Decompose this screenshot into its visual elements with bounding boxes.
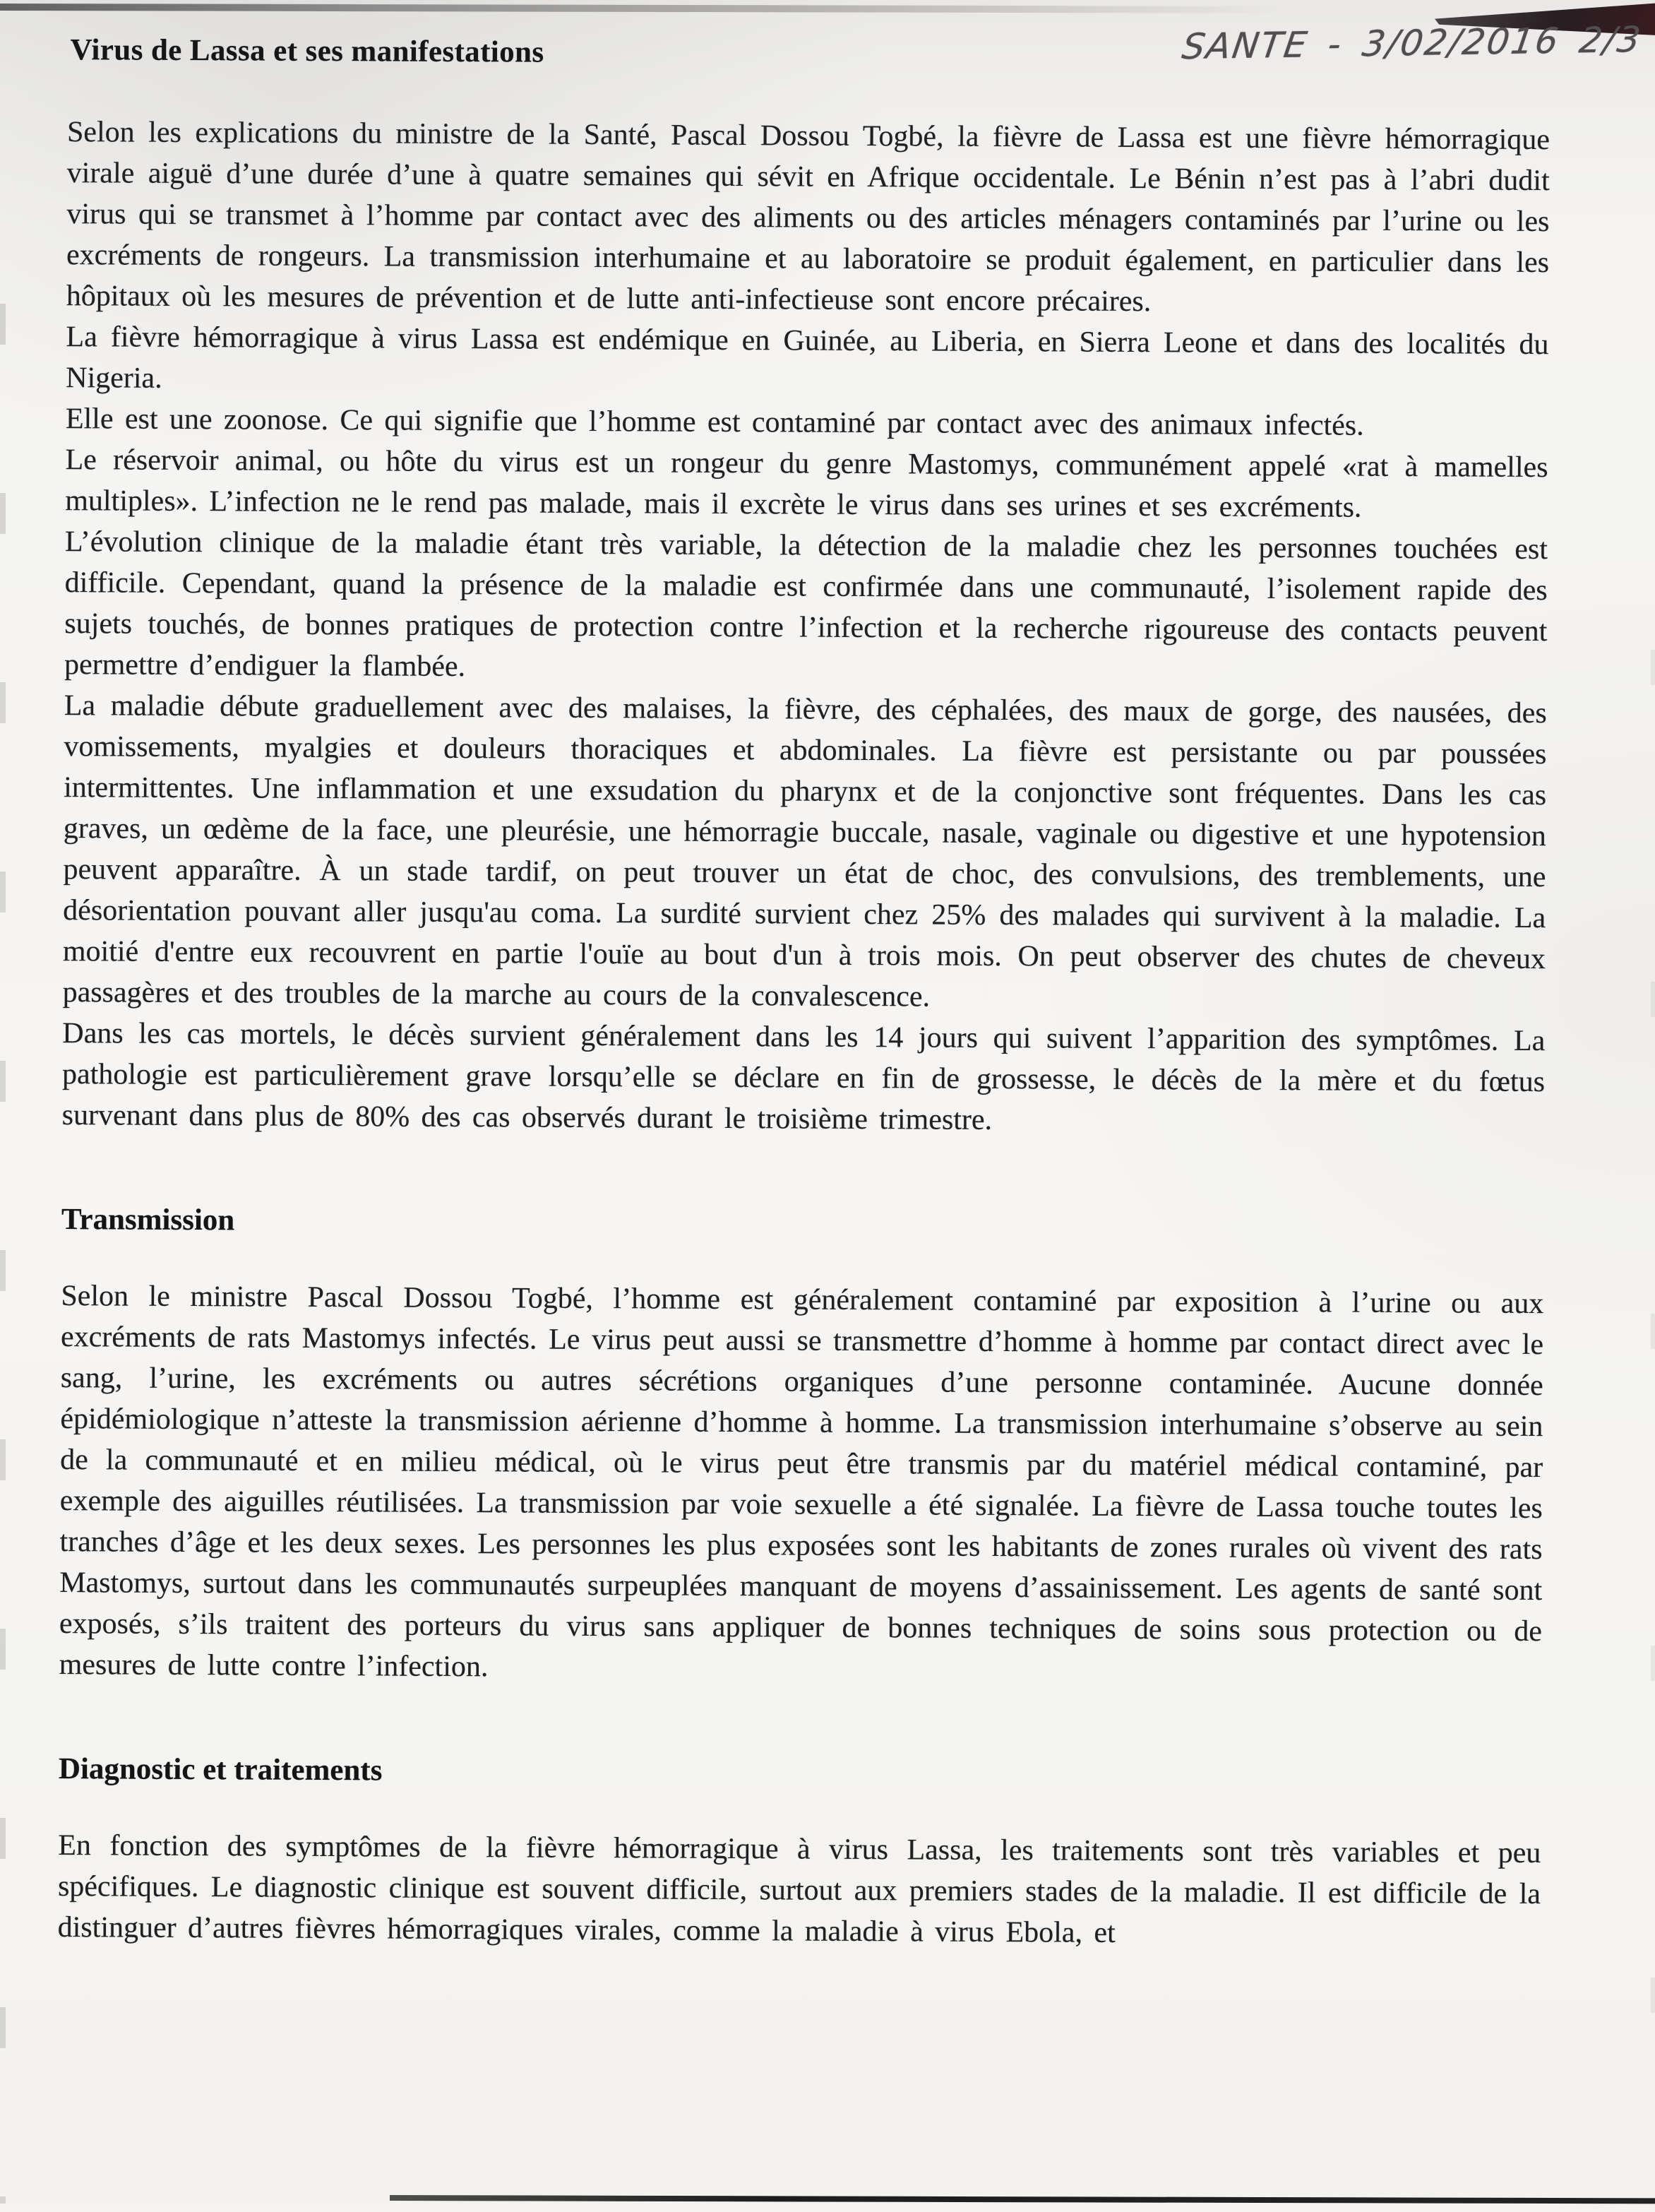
paragraph-intro-7: Dans les cas mortels, le décès survient généralement dans les 14 jours qui suivent l’apparition des symptômes. La pathologie est particulièrement grave lorsqu’elle se déclare en fin de grossesse, le décès de la mère et du fœtus survenant dans plus de 80% des cas observés durant le troisième trimestre. — [61, 1017, 1546, 1136]
paragraph-intro-6: La maladie débute graduellement avec des malaises, la fièvre, des céphalées, des maux de gorge, des nausées, des vomissements, myalgies et douleurs thoraciques et abdominales. La fièvre est persistante ou par poussées intermittentes. Une inflammation et une exsudation du pharynx et de la conjonctive sont fréquentes. Dans les cas graves, un œdème de la face, une pleurésie, une hémorragie buccale, nasale, vaginale ou digestive et une hypotension peuvent apparaître. À un stade tardif, on peut trouver un état de choc, des convulsions, des tremblements, une désorientation pouvant aller jusqu'au coma. La surdité survient chez 25% des malades qui survivent à la maladie. La moitié d'entre eux recouvrent en partie l'ouïe au bout d'un à trois mois. On peut observer des chutes de cheveux passagères et des troubles de la marche au cours de la convalescence. — [62, 689, 1547, 1013]
paragraph-diagnostic-1: En fonction des symptômes de la fièvre hémorragique à virus Lassa, les traitements sont très variables et peu spécifiques. Le diagnostic clinique est souvent difficile, surtout aux premiers stades de la maladie. Il est difficile de la distinguer d’autres fièvres hémorragiques virales, comme la maladie à virus Ebola, et — [57, 1829, 1541, 1949]
section-heading-diagnostic: Diagnostic et traitements — [58, 1752, 383, 1788]
document-body — [58, 112, 1551, 1956]
paragraph-intro-1: Selon les explications du ministre de la Santé, Pascal Dossou Togbé, la fièvre de Lassa est une fièvre hémorragique virale aiguë d’une durée d’une à quatre semaines qui sévit en Afrique occidentale. Le Bénin n’est pas à l’abri dudit virus qui se transmet à l’homme par contact avec des aliments ou des articles ménagers contaminés par l’urine ou les excréments de rongeurs. La transmission interhumaine et au laboratoire se produit également, en particulier dans les hôpitaux où les mesures de prévention et de lutte anti-infectieuse sont encore précaires. — [66, 116, 1551, 319]
paragraph-intro-5: L’évolution clinique de la maladie étant très variable, la détection de la maladie chez les personnes touchées est difficile. Cependant, quand la présence de la maladie est confirmée dans une communauté, l’isolement rapide des sujets touchés, de bonnes pratiques de protection contre l’infection et la recherche rigoureuse des contacts peuvent permettre d’endiguer la flambée. — [64, 525, 1548, 684]
paragraph-intro-3: Elle est une zoonose. Ce qui signifie que l’homme est contaminé par contact avec des animaux infectés. — [65, 403, 1364, 442]
section-heading-transmission: Transmission — [61, 1203, 235, 1237]
paragraph-intro-4: Le réservoir animal, ou hôte du virus est un rongeur du genre Mastomys, communément appelé «rat à mamelles multiples». L’infection ne le rend pas malade, mais il excrète le virus dans ses urines et ses excréments. — [65, 444, 1548, 524]
paragraph-transmission-1: Selon le ministre Pascal Dossou Togbé, l’homme est généralement contaminé par exposition à l’urine ou aux excréments de rats Mastomys infectés. Le virus peut aussi se transmettre d’homme à homme par contact direct avec le sang, l’urine, les excréments ou autres sécrétions organiques d’une personne contaminée. Aucune donnée épidémiologique n’atteste la transmission aérienne d’homme à homme. La transmission interhumaine s’observe au sein de la communauté et en milieu médical, où le virus peut être transmis par du matériel médical contaminé, par exemple des aiguilles réutilisées. La transmission par voie sexuelle a été signalée. La fièvre de Lassa touche toutes les tranches d’âge et les deux sexes. Les personnes les plus exposées sont les habitants de zones rurales où vivent des rats Mastomys, surtout dans les communautés surpeuplées manquant de moyens d’assainissement. Les agents de santé sont exposés, s’ils traitent des porteurs du virus sans appliquer de bonnes techniques de soins sous protection ou de mesures de lutte contre l’infection. — [59, 1280, 1544, 1684]
handwritten-annotation: SANTE - 3/02/2016 2/3 — [1180, 18, 1645, 68]
paragraph-intro-2: La fièvre hémorragique à virus Lassa est endémique en Guinée, au Liberia, en Sierra Leone et dans des localités du Nigeria. — [66, 321, 1549, 395]
document-title: Virus de Lassa et ses manifestations — [70, 33, 544, 69]
